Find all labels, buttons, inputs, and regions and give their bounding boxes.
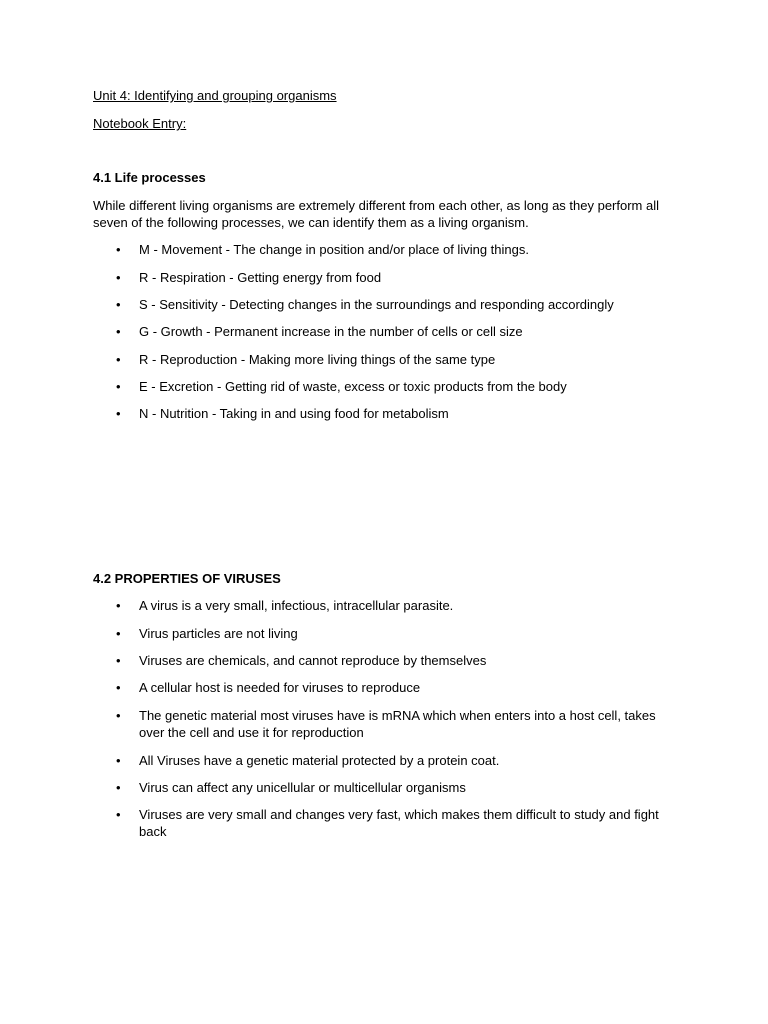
bullet-icon: •: [116, 598, 121, 613]
list-item: S - Sensitivity - Detecting changes in the surroundings and responding accordingly: [139, 297, 614, 312]
bullet-icon: •: [116, 242, 121, 257]
list-item: R - Respiration - Getting energy from food: [139, 270, 382, 285]
bullet-icon: •: [116, 324, 121, 339]
list-item: Viruses are very small and changes very fast, which makes them difficult to study and fight back: [139, 807, 659, 839]
list-item: E - Excretion - Getting rid of waste, excess or toxic products from the body: [139, 379, 567, 394]
bullet-icon: •: [116, 708, 121, 723]
bullet-icon: •: [116, 352, 121, 367]
intro-paragraph-line-2: seven of the following processes, we can identify them as a living organism.: [93, 215, 529, 230]
bullet-icon: •: [116, 753, 121, 768]
list-item: G - Growth - Permanent increase in the number of cells or cell size: [139, 324, 523, 339]
list-item: M - Movement - The change in position and/or place of living things.: [139, 242, 529, 257]
list-item: A cellular host is needed for viruses to reproduce: [139, 680, 421, 695]
intro-paragraph-line-1: While different living organisms are extremely different from each other, as long as they perform all: [93, 198, 660, 213]
section-heading-properties-of-viruses: 4.2 PROPERTIES OF VIRUSES: [93, 571, 281, 586]
notebook-entry-label: Notebook Entry:: [93, 116, 187, 131]
bullet-icon: •: [116, 297, 121, 312]
list-item: A virus is a very small, infectious, intracellular parasite.: [139, 598, 454, 613]
list-item: Virus particles are not living: [139, 626, 298, 641]
section-heading-life-processes: 4.1 Life processes: [93, 170, 206, 185]
list-item: All Viruses have a genetic material protected by a protein coat.: [139, 753, 500, 768]
bullet-icon: •: [116, 406, 121, 421]
bullet-icon: •: [116, 680, 121, 695]
bullet-icon: •: [116, 270, 121, 285]
bullet-icon: •: [116, 807, 121, 822]
list-item: The genetic material most viruses have is mRNA which when enters into a host cell, takes over the cell and use it for reproduction: [139, 708, 656, 740]
list-item: Viruses are chemicals, and cannot reproduce by themselves: [139, 653, 487, 668]
list-item: N - Nutrition - Taking in and using food for metabolism: [139, 406, 449, 421]
list-item: Virus can affect any unicellular or multicellular organisms: [139, 780, 466, 795]
bullet-icon: •: [116, 626, 121, 641]
bullet-icon: •: [116, 379, 121, 394]
list-item: R - Reproduction - Making more living things of the same type: [139, 352, 496, 367]
unit-title: Unit 4: Identifying and grouping organisms: [93, 88, 337, 103]
bullet-icon: •: [116, 780, 121, 795]
bullet-icon: •: [116, 653, 121, 668]
